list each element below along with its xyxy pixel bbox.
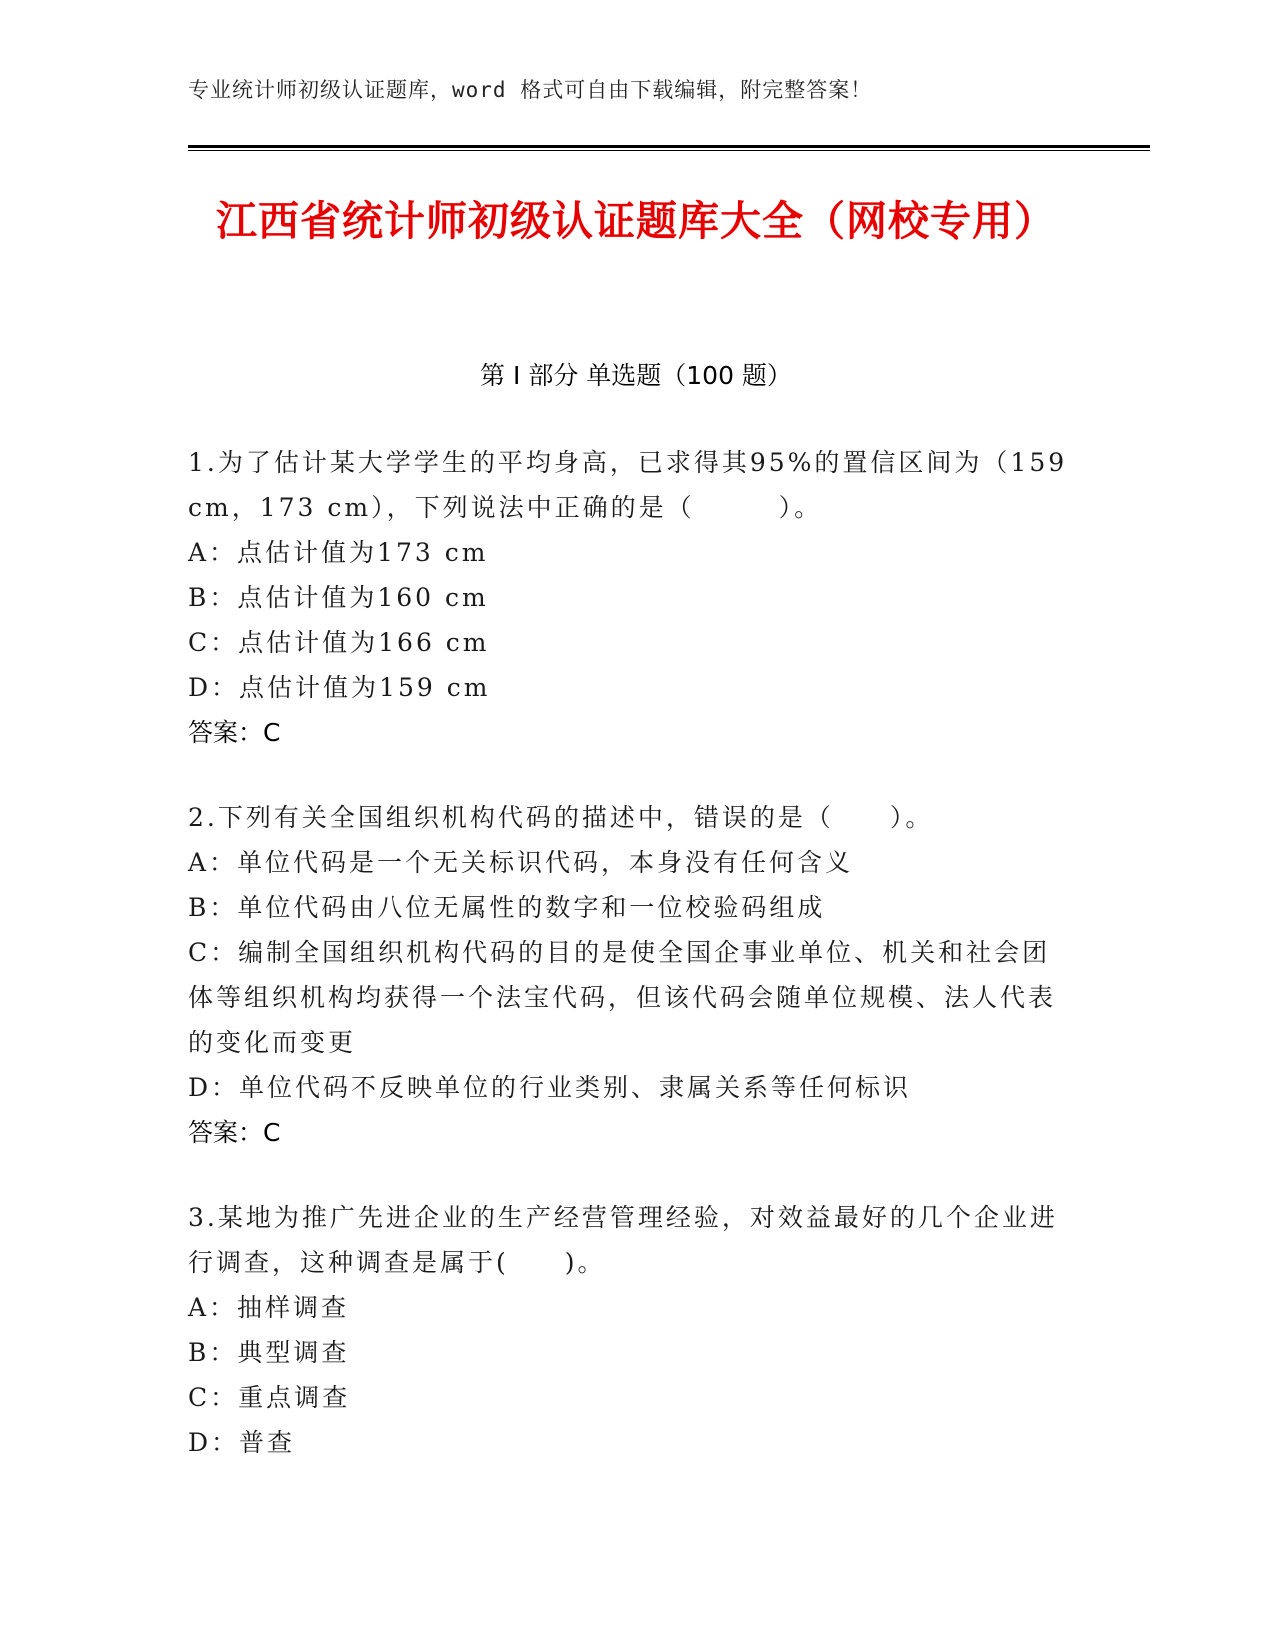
option-d: D：点估计值为159 cm bbox=[188, 673, 491, 702]
option-b: B：点估计值为160 cm bbox=[188, 583, 489, 612]
question-list bbox=[188, 440, 1068, 1505]
question-stem: 1.为了估计某大学学生的平均身高，已求得其95%的置信区间为（159 cm，173 cm），下列说法中正确的是（ ）。 bbox=[188, 448, 1068, 522]
question-stem: 3.某地为推广先进企业的生产经营管理经验，对效益最好的几个企业进行调查，这种调查是属于( )。 bbox=[188, 1203, 1058, 1277]
question-1 bbox=[188, 440, 1068, 755]
question-2 bbox=[188, 795, 1068, 1155]
header-note: 专业统计师初级认证题库，word 格式可自由下载编辑，附完整答案！ bbox=[188, 78, 873, 102]
document-title: 江西省统计师初级认证题库大全（网校专用） bbox=[216, 197, 1056, 245]
option-d: D：普查 bbox=[188, 1428, 296, 1457]
question-3 bbox=[188, 1195, 1068, 1465]
option-a: A：单位代码是一个无关标识代码，本身没有任何含义 bbox=[188, 848, 854, 877]
header-rule-thin bbox=[188, 150, 1150, 151]
option-c: C：编制全国组织机构代码的目的是使全国企事业单位、机关和社会团体等组织机构均获得一个法宝代码，但该代码会随单位规模、法人代表的变化而变更 bbox=[188, 938, 1057, 1057]
option-b: B：单位代码由八位无属性的数字和一位校验码组成 bbox=[188, 893, 826, 922]
section-title: 第 I 部分 单选题（100 题） bbox=[480, 361, 792, 390]
option-c: C：重点调查 bbox=[188, 1383, 351, 1412]
header-rule-thick bbox=[188, 145, 1150, 148]
option-a: A：点估计值为173 cm bbox=[188, 538, 489, 567]
option-c: C：点估计值为166 cm bbox=[188, 628, 490, 657]
answer: 答案：C bbox=[188, 1118, 281, 1147]
question-stem: 2.下列有关全国组织机构代码的描述中，错误的是（ ）。 bbox=[188, 803, 934, 832]
option-a: A：抽样调查 bbox=[188, 1293, 350, 1322]
option-b: B：典型调查 bbox=[188, 1338, 350, 1367]
answer: 答案：C bbox=[188, 718, 281, 747]
option-d: D：单位代码不反映单位的行业类别、隶属关系等任何标识 bbox=[188, 1073, 912, 1102]
